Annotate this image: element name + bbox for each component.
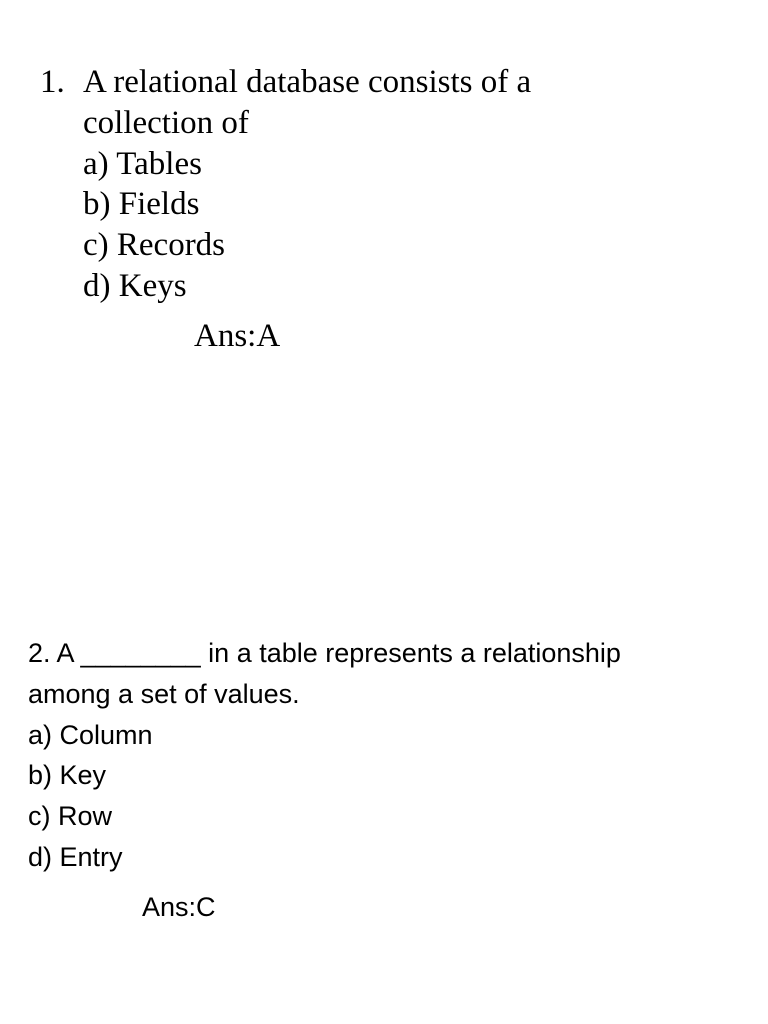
question-2-option-c: c) Row <box>28 801 113 832</box>
question-1-answer: Ans:A <box>194 318 281 354</box>
question-1-option-d: d) Keys <box>83 267 187 304</box>
question-2-stem-line: 2. A ________ in a table represents a relationship <box>28 638 621 668</box>
question-1-stem-line: A relational database consists of a <box>83 64 532 100</box>
question-1-option-c: c) Records <box>83 227 226 264</box>
question-2-option-d: d) Entry <box>28 841 123 872</box>
question-2-option-a: a) Column <box>28 719 153 750</box>
question-1-number: 1. <box>40 64 65 100</box>
question-1-option-b: b) Fields <box>83 186 200 223</box>
question-2 <box>28 633 748 922</box>
question-1-stem-line: collection of <box>83 104 249 141</box>
question-2-option-b: b) Key <box>28 760 107 791</box>
question-1-option-a: a) Tables <box>83 145 202 182</box>
question-1-body <box>83 62 603 307</box>
question-2-stem-line: among a set of values. <box>28 678 300 709</box>
question-2-answer: Ans:C <box>142 892 216 922</box>
